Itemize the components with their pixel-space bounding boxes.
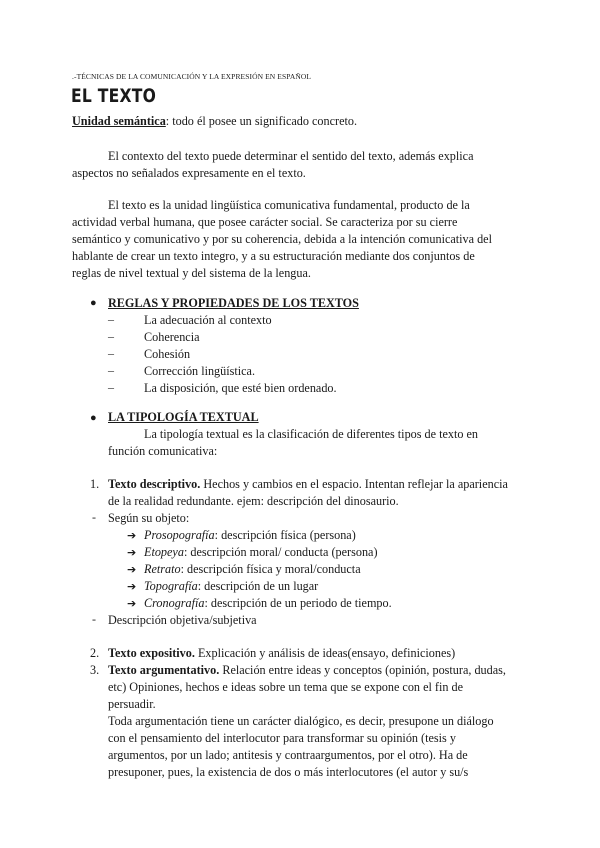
subtype-term: Prosopografía [144, 528, 215, 542]
subtype-term: Etopeya [144, 545, 184, 559]
descripcion-objetiva: Descripción objetiva/subjetiva [108, 613, 257, 627]
arrow-icon: ➔ [127, 529, 137, 542]
paragraph-2-line: semántico y comunicativo y por su coherencia, debida a la intención comunicativa del [72, 232, 492, 246]
expositivo-label: Texto expositivo. [108, 646, 195, 660]
paragraph-2-line: El texto es la unidad lingüística comunicativa fundamental, producto de la [108, 198, 470, 212]
argumentativo-label: Texto argumentativo. [108, 663, 220, 677]
tipologia-line: función comunicativa: [108, 444, 218, 458]
subtype-item [144, 578, 318, 596]
argumentativo-line: persuadir. [108, 697, 156, 711]
paragraph-1-line: El contexto del texto puede determinar el sentido del texto, además explica [108, 149, 474, 163]
dash-icon: – [108, 312, 114, 326]
subtype-item [144, 527, 356, 545]
expositivo-line [108, 645, 455, 663]
paragraph-1-line: aspectos no señalados expresamente en el texto. [72, 166, 306, 180]
list-number: 1. [90, 477, 100, 491]
list-number: 3. [90, 663, 100, 677]
argumentativo-line: Toda argumentación tiene un carácter dialógico, es decir, presupone un diálogo [108, 714, 494, 728]
arrow-icon: ➔ [127, 597, 137, 610]
subtype-term: Cronografía [144, 596, 205, 610]
reglas-item: Coherencia [144, 330, 200, 344]
segun-objeto: Según su objeto: [108, 511, 190, 525]
subtype-desc: : descripción física y moral/conducta [180, 562, 361, 576]
dash-icon: – [108, 380, 114, 394]
arrow-icon: ➔ [127, 546, 137, 559]
dash-icon: – [108, 329, 114, 343]
bullet-icon: ● [90, 412, 97, 424]
paragraph-2-line: reglas de nivel textual y del sistema de la lengua. [72, 266, 311, 280]
subtype-term: Topografía [144, 579, 198, 593]
intro-definition: : todo él posee un significado concreto. [165, 114, 358, 128]
subtype-desc: : descripción de un lugar [197, 579, 319, 593]
dash-icon: - [92, 510, 96, 524]
argumentativo-line: con el pensamiento del interlocutor para transformar su opinión (tesis y [108, 731, 456, 745]
intro-term: Unidad semántica [72, 114, 166, 128]
expositivo-text: Explicación y análisis de ideas(ensayo, definiciones) [194, 646, 456, 660]
list-number: 2. [90, 646, 100, 660]
subtype-desc: : descripción de un periodo de tiempo. [204, 596, 392, 610]
argumentativo-line: etc) Opiniones, hechos e ideas sobre un tema que se expone con el fin de [108, 680, 464, 694]
tipologia-line: La tipología textual es la clasificación de diferentes tipos de texto en [144, 427, 479, 441]
reglas-item: Corrección lingüística. [144, 364, 256, 378]
bullet-icon: ● [90, 297, 97, 309]
reglas-item: La adecuación al contexto [144, 313, 272, 327]
subtype-item [144, 561, 361, 579]
arrow-icon: ➔ [127, 563, 137, 576]
descriptivo-line [108, 476, 508, 494]
paragraph-2-line: actividad verbal humana, que posee carácter social. Se caracteriza por su cierre [72, 215, 458, 229]
argumentativo-line: presuponer, pues, la existencia de dos o más interlocutores (el autor y su/s [108, 765, 469, 779]
reglas-item: Cohesión [144, 347, 191, 361]
subtype-desc: : descripción moral/ conducta (persona) [183, 545, 378, 559]
dash-icon: - [92, 612, 96, 626]
course-header: .-TÉCNICAS DE LA COMUNICACIÓN Y LA EXPRESIÓN EN ESPAÑOL [72, 72, 312, 81]
dash-icon: – [108, 346, 114, 360]
tipologia-heading: LA TIPOLOGÍA TEXTUAL [108, 410, 259, 424]
arrow-icon: ➔ [127, 580, 137, 593]
subtype-term: Retrato [144, 562, 181, 576]
reglas-heading: REGLAS Y PROPIEDADES DE LOS TEXTOS [108, 296, 359, 310]
page-title: EL TEXTO [71, 85, 157, 107]
dash-icon: – [108, 363, 114, 377]
subtype-item [144, 595, 392, 613]
subtype-item [144, 544, 378, 562]
argumentativo-line: argumentos, por un lado; antitesis y contraargumentos, por el otro). Ha de [108, 748, 468, 762]
paragraph-2-line: hablante de crear un texto integro, y a su estructuración mediante dos conjuntos de [72, 249, 475, 263]
descriptivo-text: Hechos y cambios en el espacio. Intentan reflejar la apariencia [200, 477, 508, 491]
argumentativo-text: Relación entre ideas y conceptos (opinión, postura, dudas, [219, 663, 506, 677]
intro-line [72, 113, 357, 131]
subtype-desc: : descripción física (persona) [214, 528, 356, 542]
reglas-item: La disposición, que esté bien ordenado. [144, 381, 337, 395]
descriptivo-line: de la realidad redundante. ejem: descripción del dinosaurio. [108, 494, 399, 508]
argumentativo-line [108, 662, 506, 680]
descriptivo-label: Texto descriptivo. [108, 477, 201, 491]
